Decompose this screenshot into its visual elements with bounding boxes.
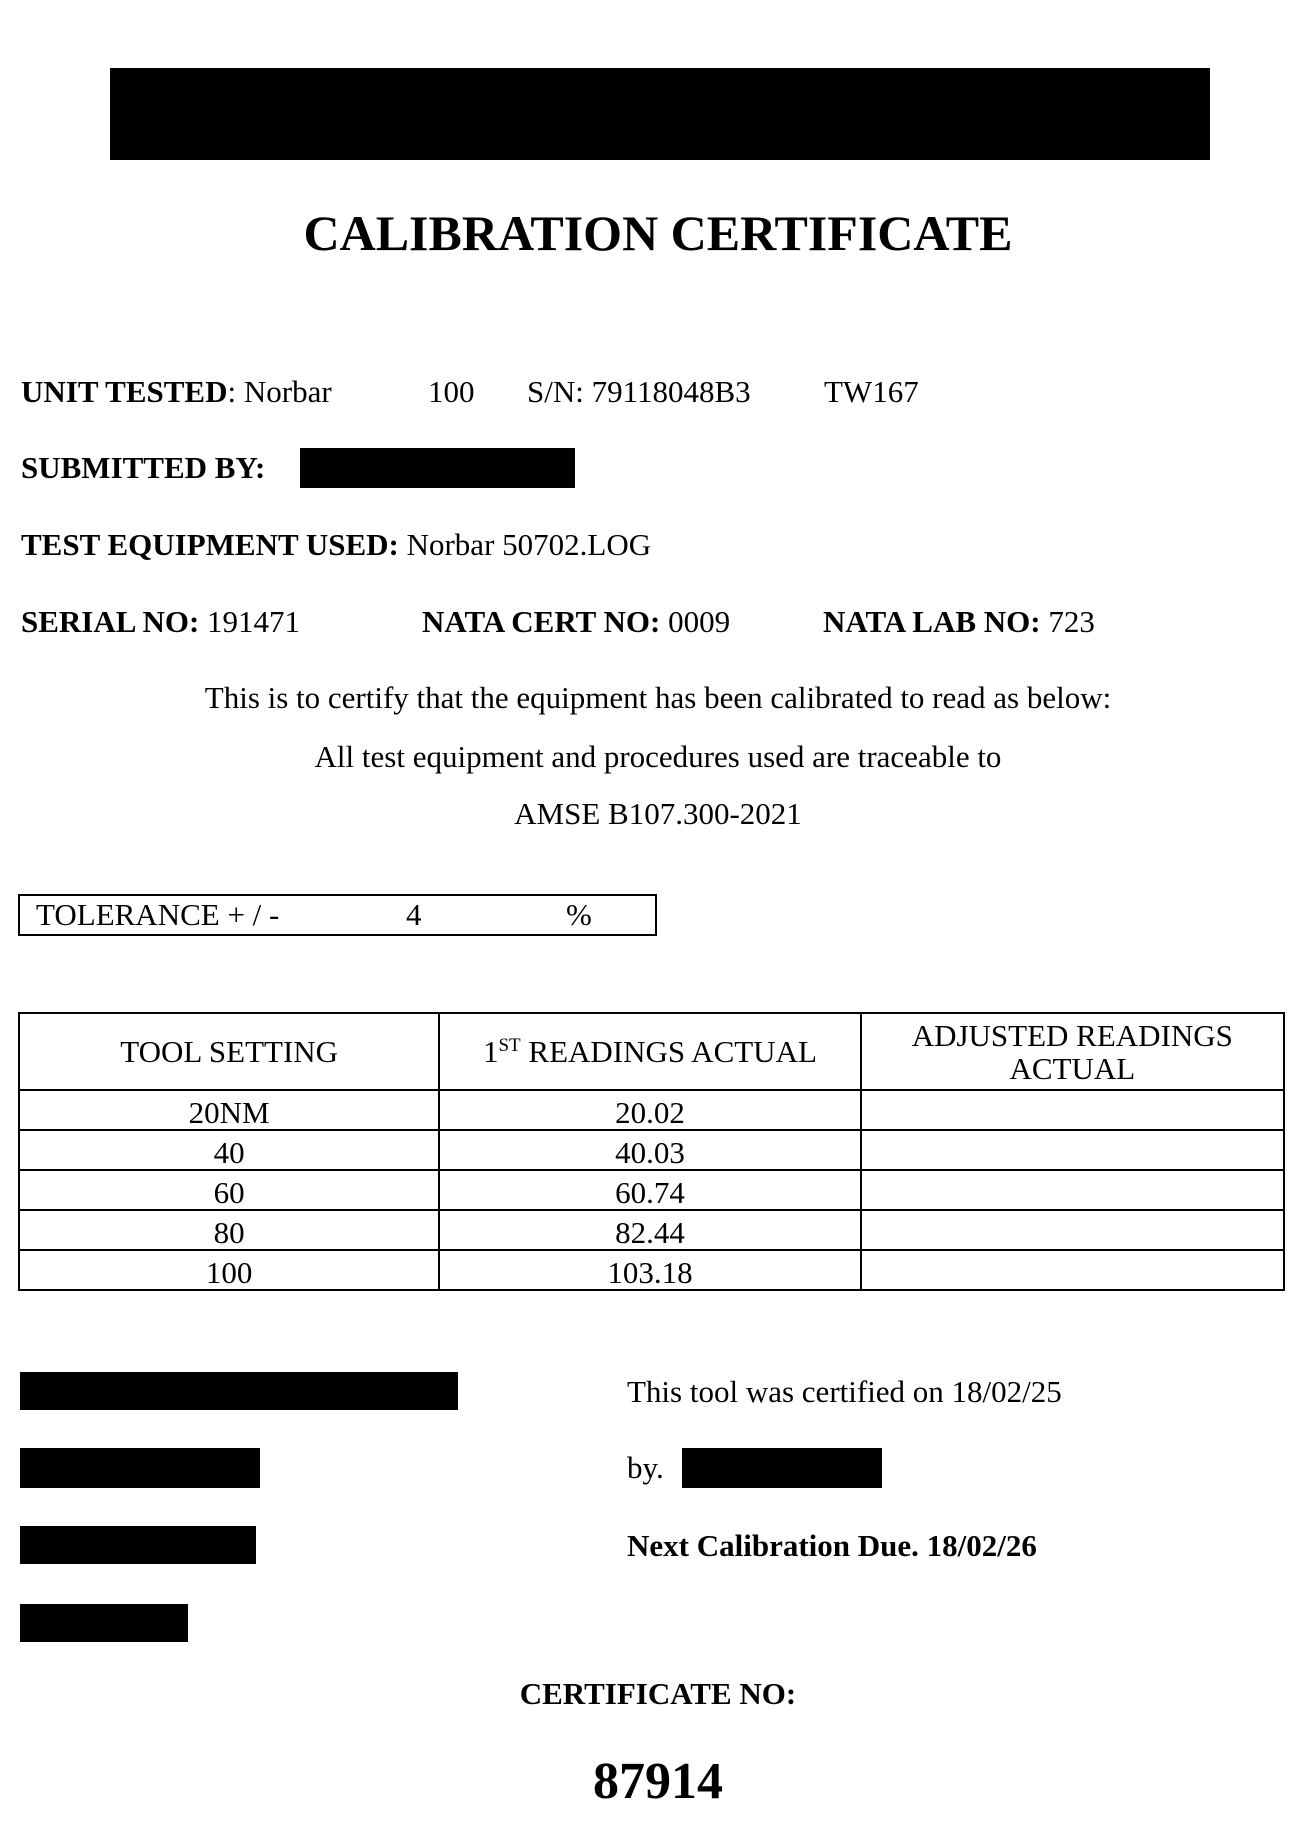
unit-tested-asset-id: TW167	[824, 374, 919, 409]
unit-tested-label: UNIT TESTED	[21, 374, 228, 409]
header-first-prefix: 1	[482, 1034, 499, 1069]
cell-first-reading: 103.18	[439, 1250, 860, 1290]
nata-cert-label: NATA CERT NO:	[422, 604, 661, 639]
cell-first-reading: 60.74	[439, 1170, 860, 1210]
tolerance-label: TOLERANCE + / -	[36, 897, 280, 932]
table-row	[19, 1210, 1284, 1250]
address-redaction-1	[20, 1372, 458, 1410]
tolerance-unit: %	[566, 897, 592, 932]
cell-first-reading: 82.44	[439, 1210, 860, 1250]
cell-tool-setting: 100	[19, 1250, 439, 1290]
address-redaction-2	[20, 1448, 260, 1488]
header-logo-redaction	[110, 68, 1210, 160]
test-equipment-label: TEST EQUIPMENT USED:	[21, 527, 399, 562]
traceability-statement: All test equipment and procedures used are traceable to	[314, 739, 1002, 774]
submitted-by-redaction	[300, 448, 575, 488]
certified-by-label: by.	[627, 1450, 664, 1485]
table-header-row	[19, 1013, 1284, 1090]
tolerance-value: 4	[406, 897, 422, 932]
unit-tested-model: 100	[428, 374, 475, 409]
unit-tested-label-group	[21, 374, 332, 410]
test-equipment-value: Norbar 50702.LOG	[406, 527, 652, 562]
cell-first-reading: 20.02	[439, 1090, 860, 1130]
header-adjusted-readings	[861, 1013, 1284, 1090]
cell-adjusted-reading	[861, 1090, 1284, 1130]
table-row	[19, 1170, 1284, 1210]
serial-no-label: SERIAL NO:	[21, 604, 200, 639]
certificate-number-label: CERTIFICATE NO:	[519, 1676, 797, 1711]
submitted-by-label: SUBMITTED BY:	[21, 450, 266, 485]
address-redaction-4	[20, 1604, 188, 1642]
address-redaction-3	[20, 1526, 256, 1564]
unit-tested-make: Norbar	[243, 374, 332, 409]
cell-adjusted-reading	[861, 1210, 1284, 1250]
tolerance-box	[18, 894, 657, 936]
header-adjusted-line1: ADJUSTED READINGS	[911, 1017, 1233, 1053]
header-first-ordinal: ST	[498, 1035, 521, 1056]
header-first-readings	[439, 1013, 860, 1090]
unit-tested-separator: :	[227, 374, 237, 409]
cell-tool-setting: 20NM	[19, 1090, 439, 1130]
certify-statement: This is to certify that the equipment has been calibrated to read as below:	[204, 680, 1112, 715]
certified-by-redaction	[682, 1448, 882, 1488]
nata-lab-group	[823, 604, 1095, 640]
cell-tool-setting: 80	[19, 1210, 439, 1250]
page-title: CALIBRATION CERTIFICATE	[303, 205, 1013, 261]
cell-adjusted-reading	[861, 1170, 1284, 1210]
serial-no-value: 191471	[207, 604, 301, 639]
cell-adjusted-reading	[861, 1250, 1284, 1290]
unit-tested-serial: S/N: 79118048B3	[527, 374, 751, 409]
certificate-number-value: 87914	[593, 1753, 723, 1810]
header-first-rest: READINGS ACTUAL	[520, 1034, 817, 1069]
cell-tool-setting: 60	[19, 1170, 439, 1210]
nata-cert-value: 0009	[668, 604, 731, 639]
readings-table	[18, 1012, 1285, 1291]
next-calibration-due: Next Calibration Due. 18/02/26	[627, 1528, 1037, 1563]
header-adjusted-line2: ACTUAL	[1009, 1050, 1136, 1086]
cell-adjusted-reading	[861, 1130, 1284, 1170]
serial-no-group	[21, 604, 300, 640]
table-row	[19, 1130, 1284, 1170]
cell-first-reading: 40.03	[439, 1130, 860, 1170]
table-row	[19, 1090, 1284, 1130]
standard-reference: AMSE B107.300-2021	[514, 796, 802, 831]
nata-cert-group	[422, 604, 730, 640]
cell-tool-setting: 40	[19, 1130, 439, 1170]
certified-on-text: This tool was certified on 18/02/25	[627, 1374, 1062, 1409]
nata-lab-value: 723	[1048, 604, 1095, 639]
nata-lab-label: NATA LAB NO:	[823, 604, 1041, 639]
header-tool-setting: TOOL SETTING	[19, 1013, 439, 1090]
test-equipment-line	[21, 527, 651, 563]
table-row	[19, 1250, 1284, 1290]
